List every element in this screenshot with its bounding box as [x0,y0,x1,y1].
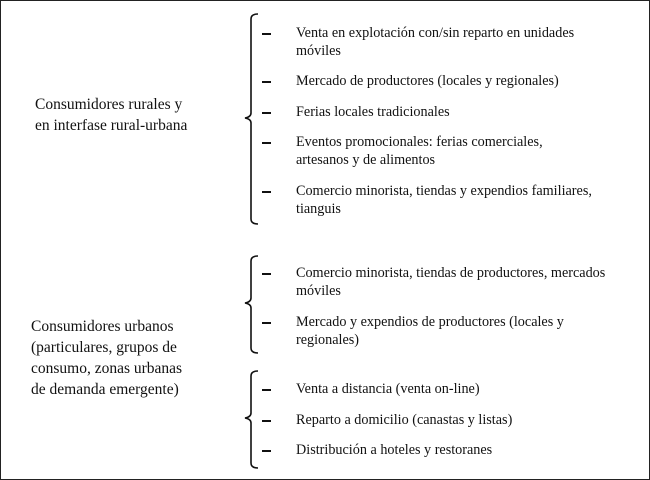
bracket-urban-local [245,256,258,353]
item-line: Ferias locales tradicionales [296,104,450,120]
group-label-line: Consumidores urbanos [31,318,174,335]
list-item [262,411,650,429]
dash-icon [262,33,271,35]
list-item [262,24,650,60]
dash-icon [262,389,271,391]
list-item [262,72,650,90]
list-item [262,103,650,121]
dash-icon [262,81,271,83]
group-label-urban [31,316,182,400]
item-line: tianguis [296,201,341,217]
dash-icon [262,450,271,452]
item-line: Mercado y expendios de productores (locales y [296,314,564,330]
dash-icon [262,322,271,324]
list-item [262,380,650,398]
item-line: móviles [296,283,341,299]
group-label-line: de demanda emergente) [31,381,179,398]
item-line: regionales) [296,332,360,348]
item-line: Mercado de productores (locales y regionales) [296,73,559,89]
group-label-line: Consumidores rurales y [35,96,183,113]
list-item [262,441,650,459]
list-item [262,313,650,349]
item-line: móviles [296,43,341,59]
dash-icon [262,112,271,114]
item-line: Comercio minorista, tiendas de productores, mercados [296,265,606,281]
item-line: Venta a distancia (venta on-line) [296,381,480,397]
group-label-line: (particulares, grupos de [31,339,177,356]
dash-icon [262,420,271,422]
item-line: Eventos promocionales: ferias comerciales, [296,134,543,150]
item-line: Distribución a hoteles y restoranes [296,442,493,458]
list-item [262,264,650,300]
list-item [262,182,650,218]
bracket-rural [245,14,258,224]
group-label-line: consumo, zonas urbanas [31,360,183,377]
item-line: Venta en explotación con/sin reparto en unidades [296,25,575,41]
list-item [262,133,650,169]
item-line: artesanos y de alimentos [296,152,436,168]
group-label-rural [35,94,187,136]
bracket-urban-remote [245,371,258,468]
group-label-line: en interfase rural-urbana [35,117,188,134]
dash-icon [262,191,271,193]
dash-icon [262,273,271,275]
item-line: Reparto a domicilio (canastas y listas) [296,412,513,428]
dash-icon [262,142,271,144]
item-line: Comercio minorista, tiendas y expendios familiares, [296,183,592,199]
